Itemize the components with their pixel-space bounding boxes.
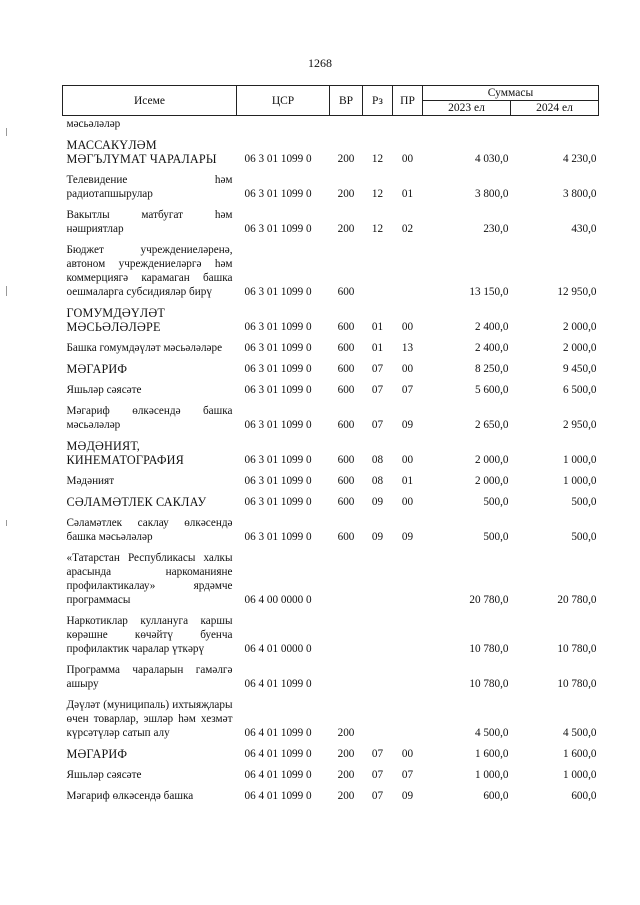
row-sum-2023: 5 600,0 [474,384,509,396]
row-vr-code: 600 [337,286,355,298]
row-pr-code: 13 [401,342,414,354]
row-pr-code: 09 [401,419,414,431]
row-csr-code: 06 4 01 1099 0 [244,678,312,690]
row-rz-code: 08 [371,454,384,466]
row-csr-code: 06 3 01 1099 0 [244,531,312,543]
table-row [63,609,599,658]
row-sum-2024: 1 600,0 [562,748,597,760]
row-rz-code [363,693,393,742]
row-sum-2023: 2 400,0 [474,321,509,333]
table-row [63,658,599,693]
row-sum-2024: 4 500,0 [562,727,597,739]
row-vr-code [330,609,363,658]
row-csr-code: 06 4 00 0000 0 [244,594,312,606]
row-vr-code: 600 [337,531,355,543]
row-csr-code: 06 4 01 1099 0 [244,790,312,802]
row-sum-2024: 2 000,0 [562,342,597,354]
row-pr-code: 09 [401,531,414,543]
row-sum-2023: 13 150,0 [469,286,509,298]
row-pr-code: 01 [401,188,414,200]
row-csr-code: 06 3 01 1099 0 [244,496,312,508]
page-number: 1268 [308,56,332,70]
table-row [63,546,599,609]
row-pr-code [393,546,423,609]
row-csr-code: 06 3 01 1099 0 [244,342,312,354]
row-vr-code: 600 [337,321,355,333]
row-name: МӘГАРИФ [66,362,128,376]
row-name: МӘГАРИФ [66,747,128,761]
row-name: Яшьләр сәясәте [66,384,142,396]
row-rz-code [363,238,393,301]
row-vr-code: 200 [337,188,355,200]
row-vr-code: 200 [337,769,355,781]
row-sum-2023: 500,0 [483,496,509,508]
row-rz-code: 12 [371,153,384,165]
row-name: Бюджет учреждениеләренә, автоном учреждениеләргә һәм коммерциягә карамаган башка оешмаларга субсидияләр бирү [66,244,233,298]
row-sum-2024 [511,116,599,134]
row-pr-code [393,693,423,742]
row-vr-code: 600 [337,419,355,431]
row-csr-code: 06 3 01 1099 0 [244,384,312,396]
row-vr-code [330,116,363,134]
row-sum-2024: 6 500,0 [562,384,597,396]
row-sum-2023: 230,0 [483,223,509,235]
row-pr-code [393,658,423,693]
row-name: «Татарстан Республикасы халкы арасында наркоманияне профилактикалау» ярдәмче программасы [66,552,233,606]
row-sum-2023: 2 650,0 [474,419,509,431]
row-pr-code: 07 [401,769,414,781]
row-pr-code: 02 [401,223,414,235]
header-rz: Рз [363,86,393,116]
row-pr-code [393,609,423,658]
row-rz-code: 07 [371,790,384,802]
row-pr-code [393,238,423,301]
row-pr-code: 09 [401,790,414,802]
row-sum-2023: 2 400,0 [474,342,509,354]
table-row [63,168,599,203]
row-sum-2023: 600,0 [483,790,509,802]
row-name: Мәдәният [66,475,115,487]
table-row [63,784,599,805]
table-row [63,511,599,546]
row-name: Яшьләр сәясәте [66,769,142,781]
row-sum-2023: 4 500,0 [474,727,509,739]
row-vr-code: 600 [337,496,355,508]
row-sum-2024: 9 450,0 [562,363,597,375]
row-csr-code: 06 4 01 1099 0 [244,769,312,781]
row-sum-2023: 10 780,0 [469,678,509,690]
row-name: МАССАКҮЛӘМ МӘГЪЛҮМАТ ЧАРАЛАРЫ [66,138,217,166]
row-name: Вакытлы матбугат һәм нәшриятлар [66,209,233,235]
row-sum-2024: 1 000,0 [562,769,597,781]
row-pr-code: 00 [401,153,414,165]
row-sum-2023: 4 030,0 [474,153,509,165]
row-rz-code: 08 [371,475,384,487]
row-sum-2024: 3 800,0 [562,188,597,200]
table-body [63,116,599,806]
row-rz-code: 01 [371,342,384,354]
row-csr-code: 06 3 01 1099 0 [244,454,312,466]
row-csr-code: 06 3 01 1099 0 [244,223,312,235]
row-sum-2023: 1 000,0 [474,769,509,781]
row-csr-code: 06 3 01 1099 0 [244,188,312,200]
budget-table [62,85,599,805]
row-csr-code: 06 3 01 1099 0 [244,286,312,298]
table-row [63,357,599,378]
row-sum-2023: 3 800,0 [474,188,509,200]
row-sum-2023: 2 000,0 [474,454,509,466]
table-row [63,203,599,238]
row-name: Сәламәтлек саклау өлкәсендә башка мәсьәләләр [66,517,233,543]
header-vr: ВР [330,86,363,116]
row-name: Телевидение һәм радиотапшырулар [66,174,233,200]
row-csr-code: 06 4 01 1099 0 [244,727,312,739]
row-rz-code: 09 [371,496,384,508]
row-pr-code: 00 [401,454,414,466]
row-pr-code: 00 [401,496,414,508]
row-vr-code: 200 [337,223,355,235]
row-sum-2023 [423,116,511,134]
row-rz-code [363,609,393,658]
row-sum-2024: 2 000,0 [562,321,597,333]
row-pr-code [393,116,423,134]
row-vr-code: 600 [337,384,355,396]
table-row [63,434,599,469]
margin-mark [6,128,7,136]
row-rz-code: 07 [371,419,384,431]
row-name: Наркотиклар куллануга каршы көрәшне көчәйтү буенча профилактик чаралар үткәрү [66,615,233,655]
row-name: МӘДӘНИЯТ, КИНЕМАТОГРАФИЯ [66,439,184,467]
row-csr-code: 06 3 01 1099 0 [244,363,312,375]
row-vr-code: 600 [337,475,355,487]
table-row [63,336,599,357]
row-rz-code: 07 [371,384,384,396]
row-sum-2024: 1 000,0 [562,454,597,466]
row-name: Дәүләт (муниципаль) ихтыяҗлары өчен товарлар, эшләр һәм хезмәт күрсәтүләр сатып алу [66,699,233,739]
header-year-2024: 2024 ел [511,101,599,116]
row-sum-2024: 500,0 [571,496,597,508]
table-row [63,378,599,399]
row-vr-code: 200 [337,153,355,165]
row-sum-2024: 10 780,0 [557,678,597,690]
row-vr-code: 600 [337,363,355,375]
row-sum-2023: 10 780,0 [469,643,509,655]
row-name: Программа чараларын гамәлгә ашыру [66,664,233,690]
row-name: СӘЛАМӘТЛЕК САКЛАУ [66,495,207,509]
table-row [63,763,599,784]
row-rz-code: 07 [371,748,384,760]
table-row [63,116,599,134]
row-sum-2024: 1 000,0 [562,475,597,487]
row-rz-code [363,658,393,693]
row-sum-2024: 430,0 [571,223,597,235]
table-row [63,490,599,511]
row-name: ГОМУМДӘҮЛӘТ МӘСЬӘЛӘЛӘРЕ [66,306,165,334]
row-rz-code [363,116,393,134]
table-row [63,133,599,168]
row-csr-code: 06 3 01 1099 0 [244,321,312,333]
row-sum-2024: 2 950,0 [562,419,597,431]
row-pr-code: 01 [401,475,414,487]
row-name: Башка гомумдәүләт мәсьәләләре [66,342,223,354]
row-rz-code: 07 [371,769,384,781]
row-name: мәсьәләләр [66,118,121,130]
row-pr-code: 00 [401,321,414,333]
table-row [63,469,599,490]
table-row [63,693,599,742]
row-sum-2023: 2 000,0 [474,475,509,487]
row-pr-code: 00 [401,748,414,760]
row-csr-code: 06 3 01 1099 0 [244,475,312,487]
row-vr-code: 200 [337,748,355,760]
row-sum-2023: 1 600,0 [474,748,509,760]
row-sum-2024: 4 230,0 [562,153,597,165]
row-sum-2024: 600,0 [571,790,597,802]
row-rz-code: 01 [371,321,384,333]
row-csr-code: 06 3 01 1099 0 [244,419,312,431]
table-header [63,86,599,116]
row-sum-2024: 20 780,0 [557,594,597,606]
row-pr-code: 07 [401,384,414,396]
row-name: Мәгариф өлкәсендә башка мәсьәләләр [66,405,233,431]
row-sum-2023: 500,0 [483,531,509,543]
row-sum-2024: 12 950,0 [557,286,597,298]
row-vr-code: 600 [337,342,355,354]
table-row [63,238,599,301]
row-vr-code: 600 [337,454,355,466]
row-vr-code [330,546,363,609]
row-rz-code: 09 [371,531,384,543]
table-row [63,742,599,763]
row-csr-code: 06 3 01 1099 0 [244,153,312,165]
header-pr: ПР [393,86,423,116]
row-sum-2024: 10 780,0 [557,643,597,655]
row-rz-code: 12 [371,223,384,235]
table-row [63,399,599,434]
row-sum-2024: 500,0 [571,531,597,543]
row-pr-code: 00 [401,363,414,375]
row-name: Мәгариф өлкәсендә башка [66,790,194,802]
row-csr-code: 06 4 01 0000 0 [244,643,312,655]
header-year-2023: 2023 ел [423,101,511,116]
header-csr: ЦСР [237,86,330,116]
row-rz-code: 12 [371,188,384,200]
margin-mark [6,286,7,296]
header-sums: Суммасы [423,86,599,101]
row-vr-code [330,658,363,693]
header-name: Исеме [63,86,237,116]
row-sum-2023: 20 780,0 [469,594,509,606]
row-vr-code: 200 [337,727,355,739]
row-sum-2023: 8 250,0 [474,363,509,375]
row-rz-code [363,546,393,609]
row-rz-code: 07 [371,363,384,375]
row-csr-code: 06 4 01 1099 0 [244,748,312,760]
margin-mark [6,520,7,526]
row-csr-code [237,116,330,134]
table-row [63,301,599,336]
row-vr-code: 200 [337,790,355,802]
